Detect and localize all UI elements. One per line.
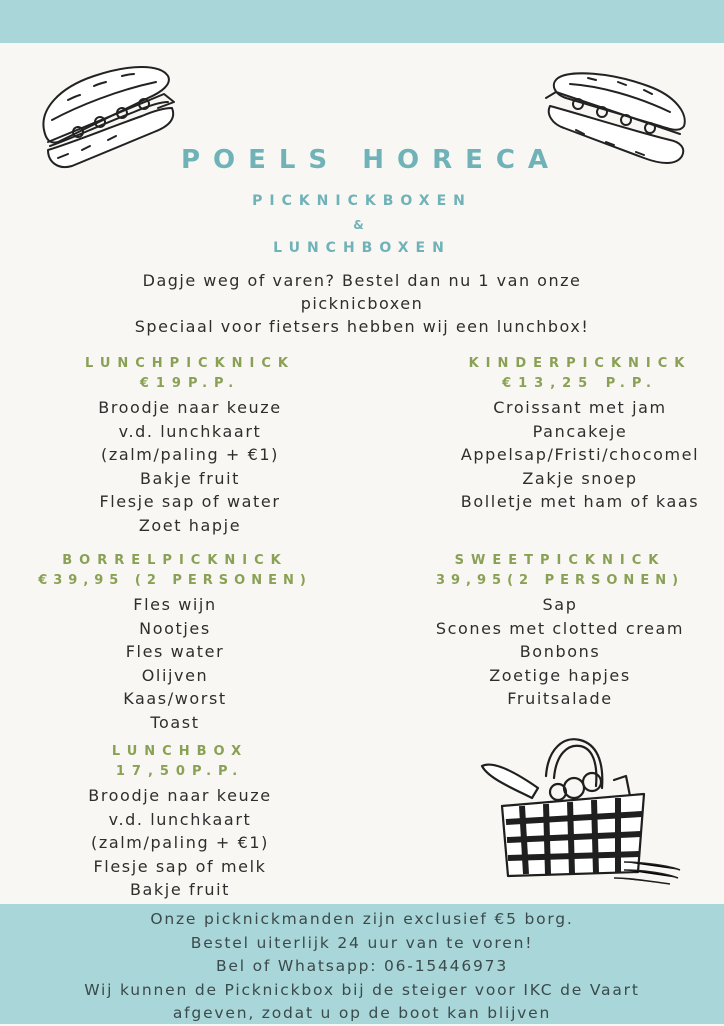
intro-text (0, 269, 724, 338)
section-heading: LUNCHPICKNICK (85, 356, 295, 371)
section-price: €39,95 (2 PERSONEN) (38, 573, 312, 588)
section-price: €19P.P. (139, 376, 241, 391)
intro-line: Dagje weg of varen? Bestel dan nu 1 van onze (142, 271, 582, 290)
list-item: Appelsap/Fristi/chocomel (460, 445, 700, 465)
footer-line: afgeven, zodat u op de boot kan blijven (172, 1004, 552, 1023)
footer-line: Wij kunnen de Picknickbox bij de steiger voor IKC de Vaart (84, 980, 640, 999)
section-price: €13,25 P.P. (502, 376, 658, 391)
section-lunchbox (30, 742, 330, 902)
section-borrelpicknick (10, 551, 340, 735)
section-heading: LUNCHBOX (111, 744, 249, 759)
list-item: (zalm/paling + €1) (91, 833, 269, 853)
list-item: Fles water (125, 642, 225, 662)
list-item: Fruitsalade (507, 689, 613, 709)
list-item: Zakje snoep (522, 468, 638, 488)
list-item: Toast (150, 712, 200, 732)
section-heading: SWEETPICKNICK (454, 553, 666, 568)
list-item: Nootjes (139, 618, 211, 638)
list-item: (zalm/paling + €1) (101, 445, 279, 465)
footer-line: Onze picknickmanden zijn exclusief €5 borg. (150, 910, 574, 928)
list-item: Bakje fruit (129, 880, 231, 900)
section-sweetpicknick (410, 551, 710, 711)
subtitle-line1: PICKNICKBOXEN (252, 193, 472, 209)
picnic-basket-icon (474, 736, 684, 888)
footer-text (0, 908, 724, 1026)
section-price: 39,95(2 PERSONEN) (435, 573, 685, 588)
list-item: Kaas/worst (123, 689, 227, 709)
section-heading: KINDERPICKNICK (468, 356, 692, 371)
list-item: Bakje fruit (139, 468, 241, 488)
list-item: Flesje sap of water (99, 492, 281, 512)
list-item: Zoet hapje (138, 515, 242, 535)
footer-line: Bel of Whatsapp: 06-15446973 (215, 957, 508, 976)
list-item: Fles wijn (133, 595, 217, 614)
section-price: 17,50P.P. (115, 764, 245, 779)
list-item: Bolletje met ham of kaas (460, 492, 700, 512)
section-kinderpicknick (430, 354, 724, 514)
list-item: Croissant met jam (493, 398, 667, 417)
list-item: Scones met clotted cream (435, 618, 685, 638)
list-item: Sap (542, 595, 578, 614)
subtitle-line2: & (353, 218, 371, 232)
list-item: Bonbons (519, 642, 601, 662)
page-title: POELS HORECA (180, 145, 562, 175)
footer-line: Bestel uiterlijk 24 uur van te voren! (190, 933, 534, 952)
intro-line: Speciaal voor fietsers hebben wij een lunchbox! (134, 317, 590, 336)
list-item: Zoetige hapjes (489, 665, 631, 685)
list-item: Olijven (141, 665, 209, 685)
list-item: Broodje naar keuze (88, 786, 272, 805)
list-item: Pancakeje (532, 421, 628, 441)
list-item: v.d. lunchkaart (108, 809, 252, 829)
subtitle-line3: LUNCHBOXEN (273, 240, 451, 256)
list-item: v.d. lunchkaart (118, 421, 262, 441)
intro-line: picknicboxen (300, 294, 424, 313)
section-heading: BORRELPICKNICK (62, 553, 288, 568)
section-lunchpicknick (40, 354, 340, 538)
list-item: Broodje naar keuze (98, 398, 282, 417)
top-band (0, 0, 724, 43)
list-item: Flesje sap of melk (93, 856, 267, 876)
